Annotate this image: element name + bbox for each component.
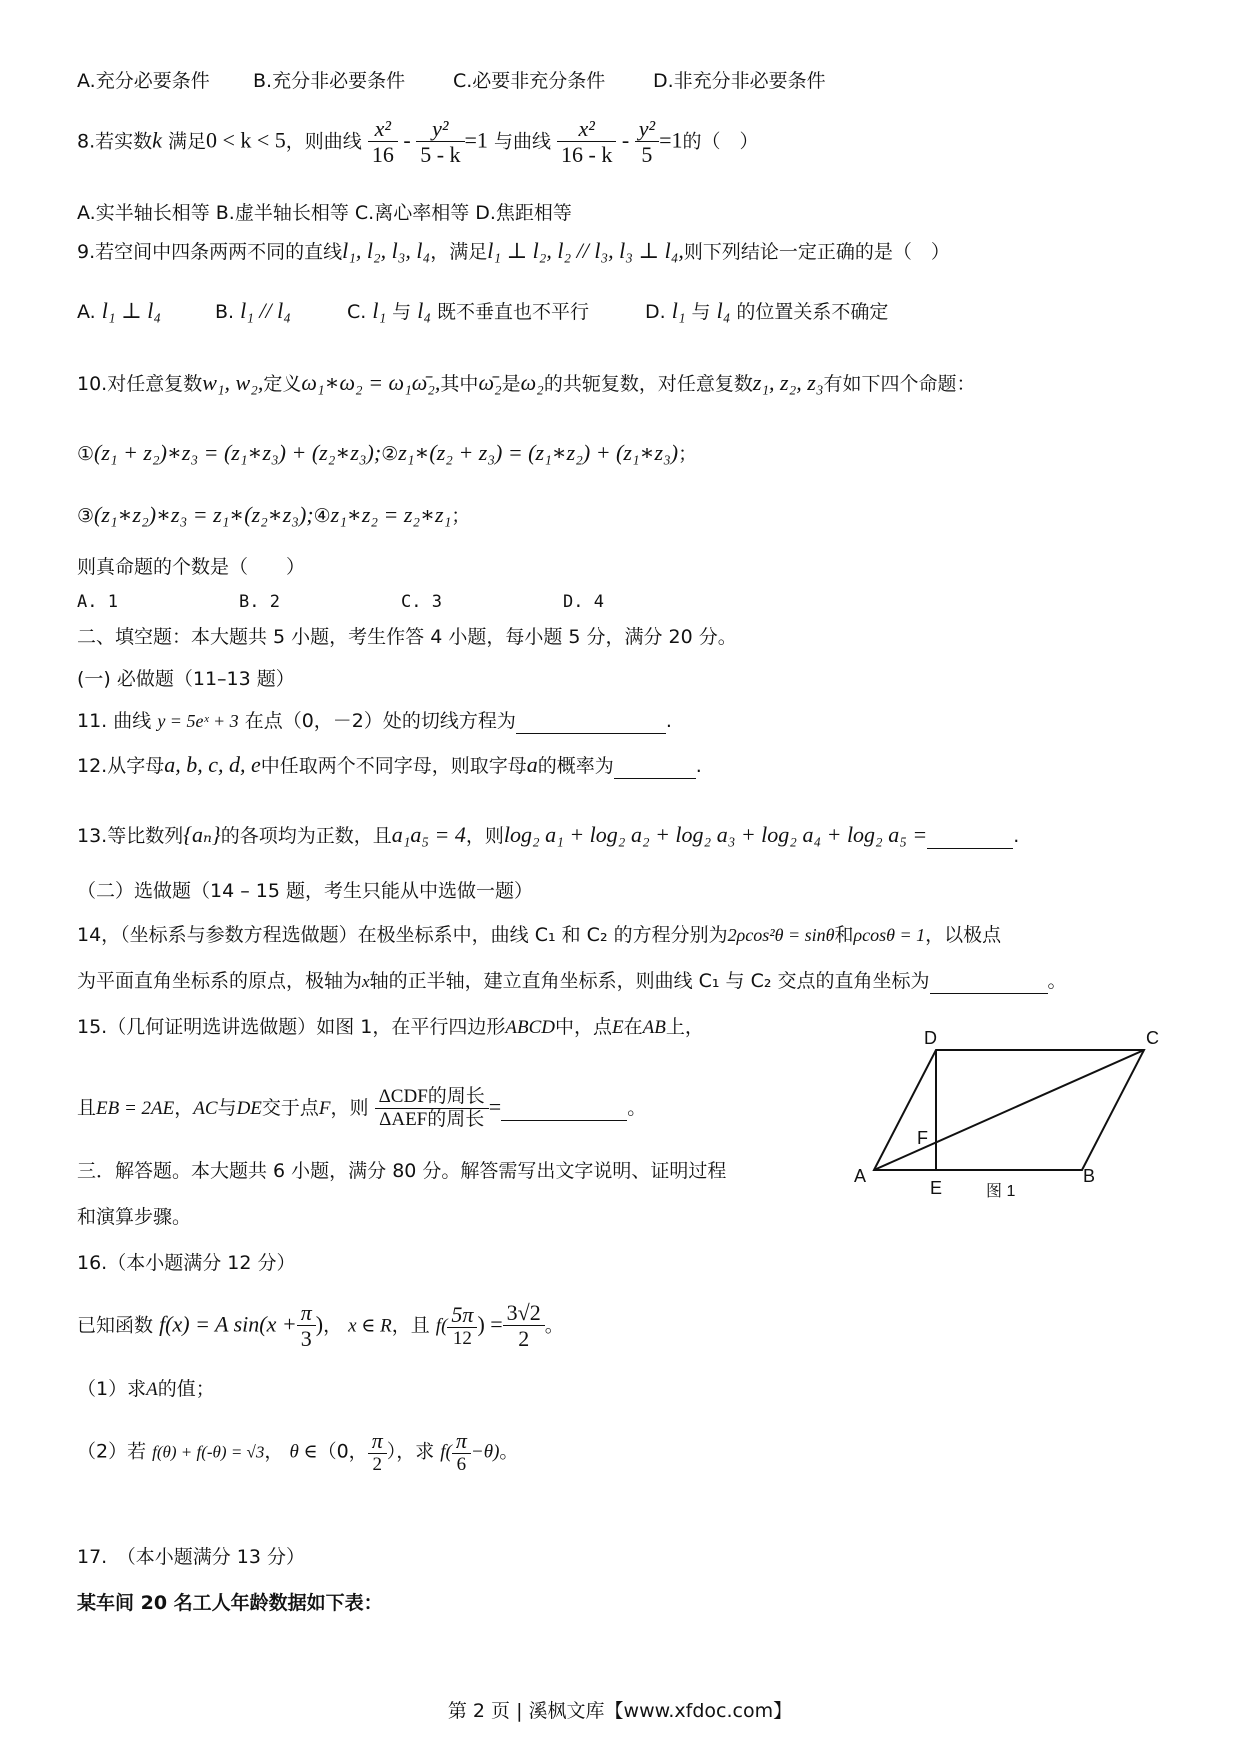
q10-p2: z₁∗(z₂ + z₃) = (z₁∗z₂) + (z₁∗z₃) — [398, 440, 679, 465]
q9-stem — [77, 238, 950, 264]
q15-eq: = — [488, 1093, 502, 1119]
q10-propositions-3-4 — [77, 502, 470, 528]
q14-eq2: ρcosθ = 1 — [853, 925, 926, 945]
q14-answer-blank[interactable] — [930, 970, 1048, 994]
q10-where: 其中 — [440, 373, 479, 395]
q16-given-a: 已知函数 — [77, 1314, 154, 1337]
label-b: B — [1083, 1166, 1096, 1186]
q14-end: 。 — [1047, 970, 1067, 992]
q8-stem: 8.若实数k 满足0 < k < 5，则曲线 $\frac{\text{x²}}{16}$ - $\frac{\text{y²}}{5 - k}$ =1 与曲线 $\frac{\text{x²}}{16 - k}$ - $\frac{\text{y²}}{5}$ =1的（ ） — [77, 116, 759, 168]
q15-line2-a: 且 — [77, 1096, 97, 1119]
q8-option-a: A.实半轴长相等 — [77, 202, 210, 224]
q16-part2-dom: θ ∈ — [289, 1441, 318, 1463]
q15-line2-d: 交于点 — [261, 1096, 319, 1119]
q8-mid3: 与曲线 — [493, 130, 551, 153]
q10-is: 是 — [501, 373, 521, 395]
q13 — [77, 822, 1019, 849]
q8-option-d: D.焦距相等 — [475, 202, 572, 224]
q10-propositions-1-2 — [77, 440, 697, 466]
q15-line1-a: 15.（几何证明选讲选做题）如图 1，在平行四边形 — [77, 1016, 506, 1038]
q7-option-a: A.充分必要条件 — [77, 70, 210, 92]
q15-line1 — [77, 1016, 704, 1040]
q16-val-frac: $\frac{5\pi}{12}$ — [447, 1302, 477, 1350]
q10-options — [77, 592, 604, 612]
q10-omega2: ω₂ — [520, 370, 544, 395]
q12-mid: 中任取两个不同字母，则取字母 — [260, 755, 527, 777]
q12 — [77, 752, 702, 779]
q8-mid2: ，则曲线 — [285, 130, 362, 153]
q16-result-frac: $\frac{3√2}{2}$ — [503, 1300, 545, 1352]
q15-e: E — [611, 1017, 624, 1038]
q10-prop: 有如下四个命题： — [823, 373, 976, 395]
q16-ask-frac: $\frac{\pi}{6}$ — [452, 1428, 471, 1476]
q14-line2-a: 为平面直角坐标系的原点，极轴为 — [77, 970, 363, 992]
q11-answer-blank[interactable] — [516, 710, 666, 734]
q12-end: . — [695, 755, 702, 777]
q16-part2-a: （2）若 — [77, 1440, 147, 1463]
q11 — [77, 710, 672, 734]
q7-option-d: D.非充分非必要条件 — [653, 70, 826, 92]
q16-ask-b: −θ) — [470, 1441, 500, 1463]
q9-condition: l₁ ⊥ l₂, l₂ // l₃, l₃ ⊥ l₄, — [487, 238, 684, 263]
q10-option-b: B. 2 — [239, 592, 280, 612]
q17-text: 某车间 20 名工人年龄数据如下表： — [77, 1592, 383, 1614]
q9-prefix: 9.若空间中四条两两不同的直线 — [77, 241, 343, 263]
q9-suffix: 则下列结论一定正确的是（ ） — [683, 241, 950, 263]
label-d: D — [924, 1030, 937, 1048]
q14-line1-b: 和 — [834, 924, 854, 946]
q15-de: DE — [236, 1097, 262, 1119]
q13-answer-blank[interactable] — [927, 825, 1013, 849]
q8-var-k: k — [152, 127, 162, 153]
q10-conj: ω̄₂ — [478, 370, 502, 395]
q9-option-c: C. l₁ 与 l₄ 既不垂直也不平行 — [347, 298, 590, 323]
label-a: A — [854, 1166, 867, 1186]
q8-curve2-rhs: =1 — [659, 127, 683, 153]
q8-mid1: 满足 — [167, 130, 206, 153]
q15-condition: EB = 2AE — [96, 1097, 175, 1119]
q15-line2-b: ， — [174, 1096, 194, 1119]
q10-option-a: A. 1 — [77, 592, 118, 612]
q10-p2-end: ； — [678, 443, 698, 465]
q11-expr: y = 5eˣ + 3 — [157, 711, 239, 731]
q8-options — [77, 202, 572, 225]
diagonal-ac — [874, 1050, 1144, 1170]
q11-suffix: 在点（0，－2）处的切线方程为 — [244, 710, 516, 732]
q14-x: x — [362, 972, 370, 991]
q7-option-b: B.充分非必要条件 — [253, 70, 406, 92]
q13-end: . — [1013, 825, 1020, 847]
q12-suffix: 的概率为 — [537, 755, 614, 777]
q16-ask-a: f( — [440, 1441, 452, 1463]
q10-p2-label: ② — [381, 443, 399, 465]
q16-part2-frac: $\frac{\pi}{2}$ — [368, 1428, 387, 1476]
q15-ab: AB — [642, 1017, 666, 1038]
q13-mid: 的各项均为正数，且 — [220, 825, 392, 847]
q15-line1-d: 上， — [665, 1016, 704, 1038]
q9-lines: l₁, l₂, l₃, l₄ — [342, 238, 431, 263]
q10-p4-label: ④ — [313, 505, 331, 527]
q10-stem — [77, 370, 976, 396]
section3-line2: 和演算步骤。 — [77, 1206, 192, 1228]
q14-line1 — [77, 924, 1001, 947]
q10-option-c: C. 3 — [401, 592, 442, 612]
q16-part1-a: （1）求 — [77, 1378, 147, 1400]
q16-func-a: f(x) = A sin(x + — [159, 1311, 297, 1337]
q10-option-d: D. 4 — [563, 592, 604, 612]
q11-prefix: 11. 曲线 — [77, 710, 152, 732]
section2-sub2: （二）选做题（14 – 15 题，考生只能从中选做一题） — [77, 880, 533, 902]
q13-mid2: ，则 — [465, 825, 504, 847]
q16-title: 16.（本小题满分 12 分） — [77, 1252, 296, 1274]
q10-definition: ω₁∗ω₂ = ω₁ω̄₂, — [301, 370, 441, 395]
q12-letters: a, b, c, d, e — [164, 752, 261, 777]
q16-given-d: 。 — [544, 1314, 564, 1337]
q10-p3: (z₁∗z₂)∗z₃ = z₁∗(z₂∗z₃); — [94, 502, 314, 527]
q16-given-c: ，且 — [391, 1314, 430, 1337]
q14-line1-a: 14，（坐标系与参数方程选做题）在极坐标系中，曲线 C₁ 和 C₂ 的方程分别为 — [77, 924, 728, 946]
q9-option-a: A. l₁ ⊥ l₄ — [77, 298, 161, 323]
q8-suffix: 的（ ） — [682, 130, 759, 153]
q15-line2-e: ，则 — [330, 1096, 369, 1119]
section2-title: 二、填空题：本大题共 5 小题，考生作答 4 小题，每小题 5 分，满分 20 分。 — [77, 626, 737, 648]
q8-option-c: C.离心率相等 — [354, 202, 470, 224]
q16-val-b: ) = — [477, 1311, 503, 1337]
q15-end: 。 — [627, 1096, 647, 1119]
q10-p4: z₁∗z₂ = z₂∗z₁ — [330, 502, 452, 527]
q14-line1-c: ，以极点 — [925, 924, 1002, 946]
q7-options — [77, 70, 826, 93]
q8-curve2-y-term: $\frac{\text{y²}}{5}$ — [635, 116, 659, 168]
q8-curve1-x-term: $\frac{\text{x²}}{16}$ — [368, 116, 398, 168]
q14-line2 — [77, 970, 1067, 994]
q16-part2-c: （0， — [317, 1440, 368, 1463]
q10-conj-text: 的共轭复数，对任意复数 — [543, 373, 753, 395]
q15-f: F — [318, 1097, 331, 1119]
q8-prefix: 8.若实数 — [77, 130, 153, 153]
label-c: C — [1146, 1030, 1159, 1048]
q16-part2-d: ），求 — [386, 1440, 435, 1463]
page-footer: 第 2 页 | 溪枫文库【www.xfdoc.com】 — [447, 1700, 793, 1722]
q15-line2-c: 与 — [217, 1096, 237, 1119]
q16-part2-e: 。 — [499, 1440, 519, 1463]
q10-p4-end: ； — [451, 505, 471, 527]
q10-p1: (z₁ + z₂)∗z₃ = (z₁∗z₃) + (z₂∗z₃); — [94, 440, 382, 465]
q16-given — [77, 1300, 564, 1352]
q8-curve1-rhs: =1 — [464, 127, 488, 153]
q16-part2-eq: f(θ) + f(-θ) = √3 — [152, 1442, 265, 1462]
q8-option-b: B.虚半轴长相等 — [215, 202, 349, 224]
q13-seq: {aₙ} — [183, 822, 221, 847]
q12-answer-blank[interactable] — [614, 755, 696, 779]
q15-ac: AC — [193, 1097, 218, 1119]
q16-part2 — [77, 1428, 518, 1476]
q8-curve1-y-term: $\frac{\text{y²}}{5 - k}$ — [416, 116, 464, 168]
q9-mid: ，满足 — [430, 241, 488, 263]
q16-val-a: f( — [435, 1315, 448, 1337]
q16-func-frac: $\frac{\pi}{3}$ — [297, 1300, 316, 1352]
q16-part2-b: ， — [264, 1440, 284, 1463]
q9-option-b: B. l₁ // l₄ — [215, 298, 291, 323]
q12-prefix: 12.从字母 — [77, 755, 165, 777]
q10-vars-z: z₁, z₂, z₃ — [752, 370, 824, 395]
q14-line2-b: 轴的正半轴，建立直角坐标系，则曲线 C₁ 与 C₂ 交点的直角坐标为 — [369, 970, 930, 992]
q16-given-b: ， — [323, 1314, 343, 1337]
q16-part1-var: A — [146, 1379, 158, 1400]
q7-option-c: C.必要非充分条件 — [453, 70, 606, 92]
label-e: E — [930, 1178, 943, 1198]
q8-curve2-x-term: $\frac{\text{x²}}{16 - k}$ — [557, 116, 616, 168]
q11-end: . — [665, 710, 672, 732]
q9-option-d: D. l₁ 与 l₄ 的位置关系不确定 — [645, 298, 889, 323]
q15-line1-c: 在 — [623, 1016, 643, 1038]
q12-var: a — [526, 752, 538, 777]
q15-line1-b: 中，点 — [554, 1016, 612, 1038]
q13-prefix: 13.等比数列 — [77, 825, 184, 847]
q13-expr: log₂ a₁ + log₂ a₂ + log₂ a₃ + log₂ a₄ + log₂ a₅ = — [503, 822, 928, 847]
label-f: F — [917, 1128, 928, 1148]
q10-vars-w: w₁, w₂, — [202, 370, 264, 395]
q8-condition: 0 < k < 5 — [205, 127, 286, 153]
q15-ratio: $\frac{\text{ΔCDF的周长}}{\text{ΔAEF的周长}}$ — [375, 1086, 489, 1131]
q16-domain: x ∈ R — [348, 1315, 392, 1337]
q9-options — [77, 298, 888, 324]
q16-part1 — [77, 1378, 215, 1402]
q10-p3-label: ③ — [77, 505, 95, 527]
q13-condition: a₁a₅ = 4 — [391, 822, 466, 847]
section2-sub1: (一) 必做题（11–13 题） — [77, 668, 295, 690]
q14-eq1: 2ρcos²θ = sinθ — [727, 925, 835, 945]
q10-ask: 则真命题的个数是（ ） — [77, 556, 306, 578]
q10-p1-label: ① — [77, 443, 95, 465]
q10-define: 定义 — [263, 373, 302, 395]
q15-answer-blank[interactable] — [501, 1097, 627, 1121]
figure-1-parallelogram — [840, 1030, 1180, 1210]
q16-func-b: ) — [315, 1311, 324, 1337]
section3-line1: 三．解答题。本大题共 6 小题，满分 80 分。解答需写出文字说明、证明过程 — [77, 1160, 727, 1182]
q15-abcd: ABCD — [505, 1017, 555, 1038]
q15-line2 — [77, 1086, 646, 1131]
figure-caption: 图 1 — [986, 1183, 1016, 1200]
q17-title: 17. （本小题满分 13 分） — [77, 1546, 305, 1568]
q10-prefix: 10.对任意复数 — [77, 373, 203, 395]
q16-part1-b: 的值； — [157, 1378, 215, 1400]
